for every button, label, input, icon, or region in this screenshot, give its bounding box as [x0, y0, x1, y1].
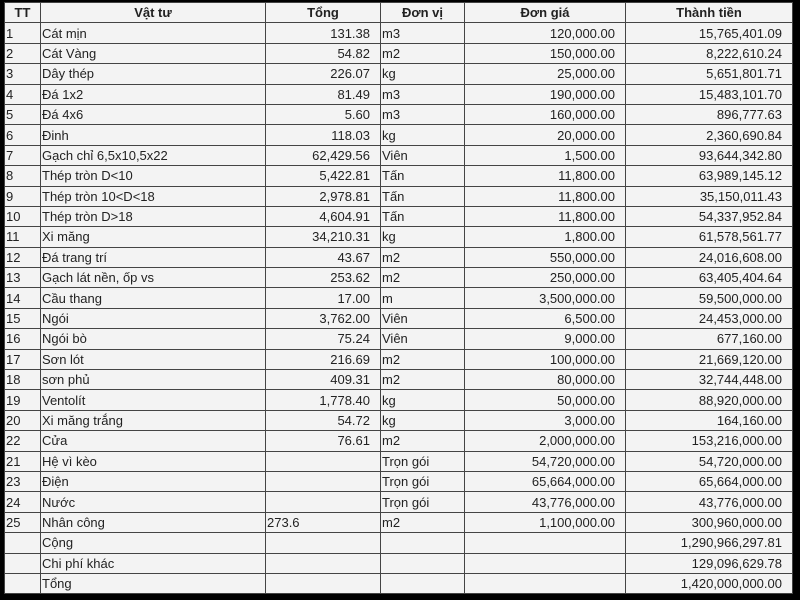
cell-item[interactable]: Tổng	[41, 573, 266, 593]
cell-tt[interactable]: 18	[5, 370, 41, 390]
cell-tt[interactable]: 14	[5, 288, 41, 308]
cell-price[interactable]: 54,720,000.00	[465, 451, 626, 471]
cell-price[interactable]	[465, 573, 626, 593]
cell-amount[interactable]: 2,360,690.84	[626, 125, 793, 145]
cell-price[interactable]: 11,800.00	[465, 186, 626, 206]
cell-price[interactable]: 11,800.00	[465, 206, 626, 226]
cell-total[interactable]: 253.62	[266, 268, 381, 288]
cell-unit[interactable]: Trọn gói	[381, 492, 465, 512]
cell-total[interactable]: 131.38	[266, 23, 381, 43]
cell-price[interactable]	[465, 533, 626, 553]
table-row	[5, 533, 793, 553]
cell-price[interactable]: 3,500,000.00	[465, 288, 626, 308]
spreadsheet	[4, 2, 792, 593]
cell-price[interactable]: 3,000.00	[465, 410, 626, 430]
header-tt[interactable]: TT	[5, 3, 41, 23]
cell-item[interactable]: Chi phí khác	[41, 553, 266, 573]
table-row	[5, 512, 793, 532]
cell-amount[interactable]: 15,765,401.09	[626, 23, 793, 43]
table-row	[5, 349, 793, 369]
cell-tt[interactable]	[5, 573, 41, 593]
cell-price[interactable]: 550,000.00	[465, 247, 626, 267]
cell-amount[interactable]: 164,160.00	[626, 410, 793, 430]
cell-amount[interactable]: 35,150,011.43	[626, 186, 793, 206]
cell-tt[interactable]: 16	[5, 329, 41, 349]
cell-item[interactable]: Gạch chỉ 6,5x10,5x22	[41, 145, 266, 165]
cell-item[interactable]: Ngói bò	[41, 329, 266, 349]
cell-tt[interactable]: 9	[5, 186, 41, 206]
cell-total[interactable]	[266, 471, 381, 491]
cell-tt[interactable]: 23	[5, 471, 41, 491]
cell-item[interactable]: Cộng	[41, 533, 266, 553]
cell-item[interactable]: Ngói	[41, 308, 266, 328]
cell-unit[interactable]: m2	[381, 349, 465, 369]
table-row	[5, 431, 793, 451]
cell-unit[interactable]: m3	[381, 84, 465, 104]
cell-amount[interactable]: 32,744,448.00	[626, 370, 793, 390]
cell-total[interactable]: 273.6	[266, 512, 381, 532]
cell-unit[interactable]: Tấn	[381, 166, 465, 186]
cell-total[interactable]: 17.00	[266, 288, 381, 308]
table-row	[5, 84, 793, 104]
table-row	[5, 268, 793, 288]
cell-amount[interactable]: 21,669,120.00	[626, 349, 793, 369]
cell-unit[interactable]: m2	[381, 268, 465, 288]
table-row	[5, 145, 793, 165]
cell-item[interactable]: Hệ vì kèo	[41, 451, 266, 471]
cell-total[interactable]: 216.69	[266, 349, 381, 369]
cell-price[interactable]: 50,000.00	[465, 390, 626, 410]
cell-item[interactable]: Đinh	[41, 125, 266, 145]
table-row	[5, 410, 793, 430]
cell-unit[interactable]: kg	[381, 125, 465, 145]
cell-amount[interactable]: 1,420,000,000.00	[626, 573, 793, 593]
cell-item[interactable]: Điện	[41, 471, 266, 491]
cell-unit[interactable]: kg	[381, 390, 465, 410]
header-row	[5, 3, 793, 23]
cell-unit[interactable]: Viên	[381, 329, 465, 349]
header-unit[interactable]: Đơn vị	[381, 3, 465, 23]
cell-total[interactable]: 76.61	[266, 431, 381, 451]
cell-amount[interactable]: 24,453,000.00	[626, 308, 793, 328]
table-row	[5, 308, 793, 328]
cell-item[interactable]: Đá trang trí	[41, 247, 266, 267]
cell-amount[interactable]: 8,222,610.24	[626, 43, 793, 63]
cell-unit[interactable]: Tấn	[381, 186, 465, 206]
cell-tt[interactable]: 22	[5, 431, 41, 451]
cell-tt[interactable]: 24	[5, 492, 41, 512]
cell-unit[interactable]	[381, 573, 465, 593]
cell-item[interactable]: Đá 1x2	[41, 84, 266, 104]
cell-amount[interactable]: 54,720,000.00	[626, 451, 793, 471]
cell-total[interactable]: 34,210.31	[266, 227, 381, 247]
cell-tt[interactable]: 2	[5, 43, 41, 63]
cell-item[interactable]: sơn phủ	[41, 370, 266, 390]
cell-tt[interactable]	[5, 553, 41, 573]
cell-tt[interactable]: 21	[5, 451, 41, 471]
table-row	[5, 288, 793, 308]
cell-tt[interactable]: 7	[5, 145, 41, 165]
cell-total[interactable]: 226.07	[266, 64, 381, 84]
cell-total[interactable]	[266, 533, 381, 553]
cell-item[interactable]: Dây thép	[41, 64, 266, 84]
cell-item[interactable]: Cầu thang	[41, 288, 266, 308]
cell-price[interactable]: 1,800.00	[465, 227, 626, 247]
cell-unit[interactable]: m3	[381, 23, 465, 43]
materials-table	[4, 2, 793, 594]
cell-unit[interactable]: m	[381, 288, 465, 308]
cell-total[interactable]: 118.03	[266, 125, 381, 145]
cell-tt[interactable]: 5	[5, 104, 41, 124]
cell-unit[interactable]	[381, 553, 465, 573]
cell-tt[interactable]: 15	[5, 308, 41, 328]
cell-total[interactable]: 5,422.81	[266, 166, 381, 186]
cell-price[interactable]: 190,000.00	[465, 84, 626, 104]
cell-price[interactable]: 1,100,000.00	[465, 512, 626, 532]
cell-item[interactable]: Cát mịn	[41, 23, 266, 43]
cell-price[interactable]: 150,000.00	[465, 43, 626, 63]
cell-tt[interactable]: 20	[5, 410, 41, 430]
cell-total[interactable]: 1,778.40	[266, 390, 381, 410]
cell-item[interactable]: Ventolít	[41, 390, 266, 410]
cell-price[interactable]: 80,000.00	[465, 370, 626, 390]
cell-total[interactable]	[266, 573, 381, 593]
table-row	[5, 390, 793, 410]
table-row	[5, 573, 793, 593]
table-row	[5, 64, 793, 84]
cell-tt[interactable]: 13	[5, 268, 41, 288]
cell-amount[interactable]: 24,016,608.00	[626, 247, 793, 267]
cell-tt[interactable]: 19	[5, 390, 41, 410]
cell-amount[interactable]: 65,664,000.00	[626, 471, 793, 491]
cell-price[interactable]: 250,000.00	[465, 268, 626, 288]
table-row	[5, 247, 793, 267]
cell-unit[interactable]: m3	[381, 104, 465, 124]
cell-total[interactable]: 54.72	[266, 410, 381, 430]
cell-amount[interactable]: 677,160.00	[626, 329, 793, 349]
cell-amount[interactable]: 88,920,000.00	[626, 390, 793, 410]
cell-amount[interactable]: 15,483,101.70	[626, 84, 793, 104]
table-row	[5, 227, 793, 247]
cell-item[interactable]: Xi măng trắng	[41, 410, 266, 430]
cell-tt[interactable]: 17	[5, 349, 41, 369]
cell-item[interactable]: Nhân công	[41, 512, 266, 532]
cell-amount[interactable]: 61,578,561.77	[626, 227, 793, 247]
cell-item[interactable]: Thép tròn 10<D<18	[41, 186, 266, 206]
cell-unit[interactable]: Viên	[381, 308, 465, 328]
table-row	[5, 553, 793, 573]
cell-tt[interactable]: 6	[5, 125, 41, 145]
table-row	[5, 451, 793, 471]
cell-total[interactable]: 5.60	[266, 104, 381, 124]
cell-unit[interactable]: m2	[381, 247, 465, 267]
cell-item[interactable]: Cửa	[41, 431, 266, 451]
header-price[interactable]: Đơn giá	[465, 3, 626, 23]
table-row	[5, 23, 793, 43]
cell-total[interactable]: 43.67	[266, 247, 381, 267]
cell-unit[interactable]: Trọn gói	[381, 451, 465, 471]
cell-item[interactable]: Thép tròn D<10	[41, 166, 266, 186]
cell-item[interactable]: Nước	[41, 492, 266, 512]
cell-tt[interactable]: 25	[5, 512, 41, 532]
cell-unit[interactable]: m2	[381, 512, 465, 532]
cell-amount[interactable]: 63,989,145.12	[626, 166, 793, 186]
table-row	[5, 370, 793, 390]
cell-tt[interactable]: 11	[5, 227, 41, 247]
cell-amount[interactable]: 59,500,000.00	[626, 288, 793, 308]
table-row	[5, 43, 793, 63]
header-total[interactable]: Tổng	[266, 3, 381, 23]
cell-tt[interactable]: 1	[5, 23, 41, 43]
cell-tt[interactable]	[5, 533, 41, 553]
cell-tt[interactable]: 8	[5, 166, 41, 186]
cell-amount[interactable]: 43,776,000.00	[626, 492, 793, 512]
cell-unit[interactable]: m2	[381, 431, 465, 451]
table-row	[5, 492, 793, 512]
cell-price[interactable]: 65,664,000.00	[465, 471, 626, 491]
cell-price[interactable]: 1,500.00	[465, 145, 626, 165]
cell-total[interactable]: 62,429.56	[266, 145, 381, 165]
cell-price[interactable]: 20,000.00	[465, 125, 626, 145]
cell-total[interactable]: 2,978.81	[266, 186, 381, 206]
cell-unit[interactable]: Tấn	[381, 206, 465, 226]
cell-tt[interactable]: 4	[5, 84, 41, 104]
cell-unit[interactable]: kg	[381, 410, 465, 430]
header-item[interactable]: Vật tư	[41, 3, 266, 23]
cell-total[interactable]: 81.49	[266, 84, 381, 104]
cell-total[interactable]: 54.82	[266, 43, 381, 63]
cell-unit[interactable]: Viên	[381, 145, 465, 165]
cell-price[interactable]: 6,500.00	[465, 308, 626, 328]
cell-item[interactable]: Sơn lót	[41, 349, 266, 369]
cell-total[interactable]: 4,604.91	[266, 206, 381, 226]
cell-total[interactable]	[266, 492, 381, 512]
cell-tt[interactable]: 12	[5, 247, 41, 267]
cell-price[interactable]: 9,000.00	[465, 329, 626, 349]
cell-item[interactable]: Gạch lát nền, ốp vs	[41, 268, 266, 288]
header-amount[interactable]: Thành tiền	[626, 3, 793, 23]
cell-amount[interactable]: 5,651,801.71	[626, 64, 793, 84]
cell-total[interactable]: 409.31	[266, 370, 381, 390]
cell-price[interactable]: 25,000.00	[465, 64, 626, 84]
cell-price[interactable]: 2,000,000.00	[465, 431, 626, 451]
cell-tt[interactable]: 3	[5, 64, 41, 84]
table-row	[5, 471, 793, 491]
table-row	[5, 104, 793, 124]
cell-tt[interactable]: 10	[5, 206, 41, 226]
cell-price[interactable]: 160,000.00	[465, 104, 626, 124]
cell-total[interactable]	[266, 553, 381, 573]
table-row	[5, 166, 793, 186]
cell-item[interactable]: Thép tròn D>18	[41, 206, 266, 226]
cell-item[interactable]: Cát Vàng	[41, 43, 266, 63]
cell-price[interactable]	[465, 553, 626, 573]
cell-amount[interactable]: 129,096,629.78	[626, 553, 793, 573]
cell-price[interactable]: 11,800.00	[465, 166, 626, 186]
cell-total[interactable]: 3,762.00	[266, 308, 381, 328]
table-row	[5, 206, 793, 226]
cell-amount[interactable]: 896,777.63	[626, 104, 793, 124]
table-row	[5, 186, 793, 206]
table-row	[5, 125, 793, 145]
cell-total[interactable]: 75.24	[266, 329, 381, 349]
cell-item[interactable]: Đá 4x6	[41, 104, 266, 124]
cell-amount[interactable]: 93,644,342.80	[626, 145, 793, 165]
cell-amount[interactable]: 300,960,000.00	[626, 512, 793, 532]
cell-unit[interactable]: m2	[381, 370, 465, 390]
cell-unit[interactable]: Trọn gói	[381, 471, 465, 491]
cell-amount[interactable]: 1,290,966,297.81	[626, 533, 793, 553]
cell-unit[interactable]: kg	[381, 227, 465, 247]
cell-unit[interactable]	[381, 533, 465, 553]
cell-item[interactable]: Xi măng	[41, 227, 266, 247]
cell-amount[interactable]: 63,405,404.64	[626, 268, 793, 288]
cell-price[interactable]: 100,000.00	[465, 349, 626, 369]
cell-unit[interactable]: m2	[381, 43, 465, 63]
table-row	[5, 329, 793, 349]
cell-amount[interactable]: 54,337,952.84	[626, 206, 793, 226]
cell-amount[interactable]: 153,216,000.00	[626, 431, 793, 451]
cell-unit[interactable]: kg	[381, 64, 465, 84]
cell-price[interactable]: 120,000.00	[465, 23, 626, 43]
cell-price[interactable]: 43,776,000.00	[465, 492, 626, 512]
cell-total[interactable]	[266, 451, 381, 471]
